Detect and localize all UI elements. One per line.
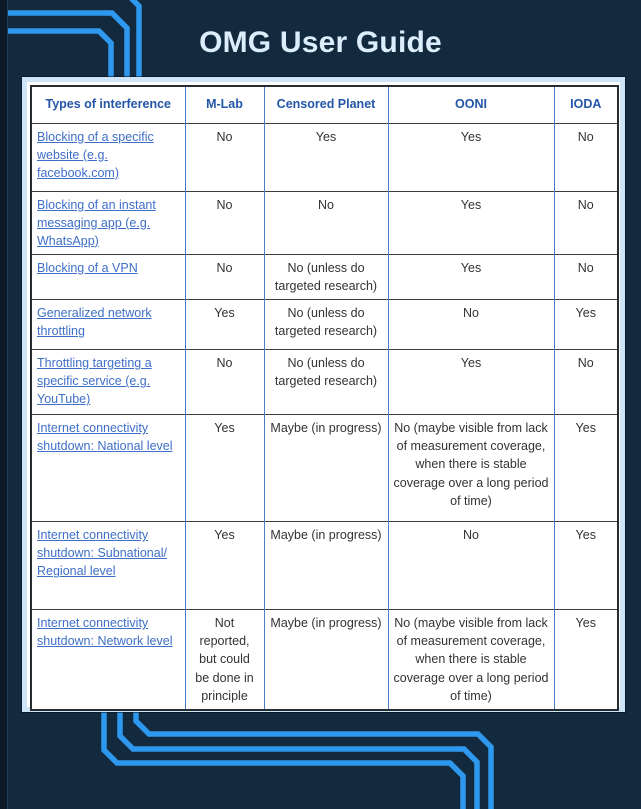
interference-type-link[interactable]: Internet connectivity shutdown: National level bbox=[37, 421, 173, 454]
interference-type-link[interactable]: Generalized network throttling bbox=[37, 306, 152, 339]
coverage-value-cell: No bbox=[554, 254, 618, 299]
coverage-value-cell: Maybe (in progress) bbox=[264, 610, 388, 710]
coverage-value-cell: No (unless do targeted research) bbox=[264, 350, 388, 415]
table-row bbox=[31, 522, 618, 610]
interference-type-cell bbox=[31, 254, 185, 299]
coverage-value-cell: No (maybe visible from lack of measurement coverage, when there is stable coverage over a long period of time) bbox=[388, 415, 554, 522]
header-row bbox=[31, 86, 618, 123]
coverage-value-cell: Maybe (in progress) bbox=[264, 415, 388, 522]
coverage-value-cell: Yes bbox=[554, 415, 618, 522]
coverage-value-cell: Not reported, but could be done in principle bbox=[185, 610, 264, 710]
table-row bbox=[31, 350, 618, 415]
coverage-value-cell: Yes bbox=[185, 300, 264, 350]
interference-type-link[interactable]: Internet connectivity shutdown: Network level bbox=[37, 616, 173, 649]
coverage-value-cell: No bbox=[388, 300, 554, 350]
interference-type-cell bbox=[31, 415, 185, 522]
interference-type-cell bbox=[31, 191, 185, 254]
trace-bottom-outer-icon bbox=[136, 708, 491, 809]
table-row bbox=[31, 191, 618, 254]
interference-type-link[interactable]: Blocking of an instant messaging app (e.g. WhatsApp) bbox=[37, 197, 156, 248]
table-panel bbox=[22, 77, 625, 712]
column-header-m-lab: M-Lab bbox=[185, 86, 264, 123]
page-title: OMG User Guide bbox=[199, 26, 442, 59]
coverage-value-cell: Yes bbox=[554, 610, 618, 710]
coverage-value-cell: No bbox=[185, 123, 264, 191]
coverage-value-cell: Yes bbox=[388, 123, 554, 191]
interference-type-cell bbox=[31, 123, 185, 191]
coverage-value-cell: No (unless do targeted research) bbox=[264, 300, 388, 350]
table-row bbox=[31, 300, 618, 350]
coverage-value-cell: No bbox=[554, 123, 618, 191]
interference-type-link[interactable]: Throttling targeting a specific service (e.g. YouTube) bbox=[37, 356, 152, 407]
coverage-value-cell: No bbox=[264, 191, 388, 254]
table-row bbox=[31, 415, 618, 522]
interference-type-cell bbox=[31, 522, 185, 610]
table-row bbox=[31, 254, 618, 299]
column-header-types: Types of interference bbox=[45, 97, 171, 111]
trace-bottom-inner-icon bbox=[104, 708, 463, 809]
coverage-value-cell: No bbox=[185, 350, 264, 415]
coverage-value-cell: No bbox=[554, 191, 618, 254]
trace-bottom-middle-icon bbox=[120, 708, 477, 809]
interference-table bbox=[30, 85, 619, 711]
interference-type-link[interactable]: Internet connectivity shutdown: Subnational/ Regional level bbox=[37, 528, 167, 579]
page-left-edge bbox=[0, 0, 8, 809]
interference-type-link[interactable]: Blocking of a specific website (e.g. facebook.com) bbox=[37, 129, 154, 180]
table-body bbox=[31, 123, 618, 710]
coverage-value-cell: Yes bbox=[388, 254, 554, 299]
coverage-value-cell: No bbox=[388, 522, 554, 610]
interference-type-cell bbox=[31, 610, 185, 710]
coverage-value-cell: Yes bbox=[185, 522, 264, 610]
table-row bbox=[31, 123, 618, 191]
coverage-value-cell: Yes bbox=[388, 350, 554, 415]
interference-type-link[interactable]: Blocking of a VPN bbox=[37, 260, 138, 275]
table-row bbox=[31, 610, 618, 710]
coverage-value-cell: No bbox=[185, 191, 264, 254]
coverage-value-cell: Yes bbox=[554, 300, 618, 350]
coverage-value-cell: No bbox=[185, 254, 264, 299]
coverage-value-cell: Yes bbox=[388, 191, 554, 254]
coverage-value-cell: Maybe (in progress) bbox=[264, 522, 388, 610]
column-header-ooni: OONI bbox=[388, 86, 554, 123]
coverage-value-cell: Yes bbox=[185, 415, 264, 522]
coverage-value-cell: Yes bbox=[554, 522, 618, 610]
coverage-value-cell: No bbox=[554, 350, 618, 415]
interference-type-cell bbox=[31, 350, 185, 415]
column-header-ioda: IODA bbox=[554, 86, 618, 123]
coverage-value-cell: Yes bbox=[264, 123, 388, 191]
column-header-censored-planet: Censored Planet bbox=[264, 86, 388, 123]
coverage-value-cell: No (unless do targeted research) bbox=[264, 254, 388, 299]
coverage-value-cell: No (maybe visible from lack of measurement coverage, when there is stable coverage over a long period of time) bbox=[388, 610, 554, 710]
interference-type-cell bbox=[31, 300, 185, 350]
